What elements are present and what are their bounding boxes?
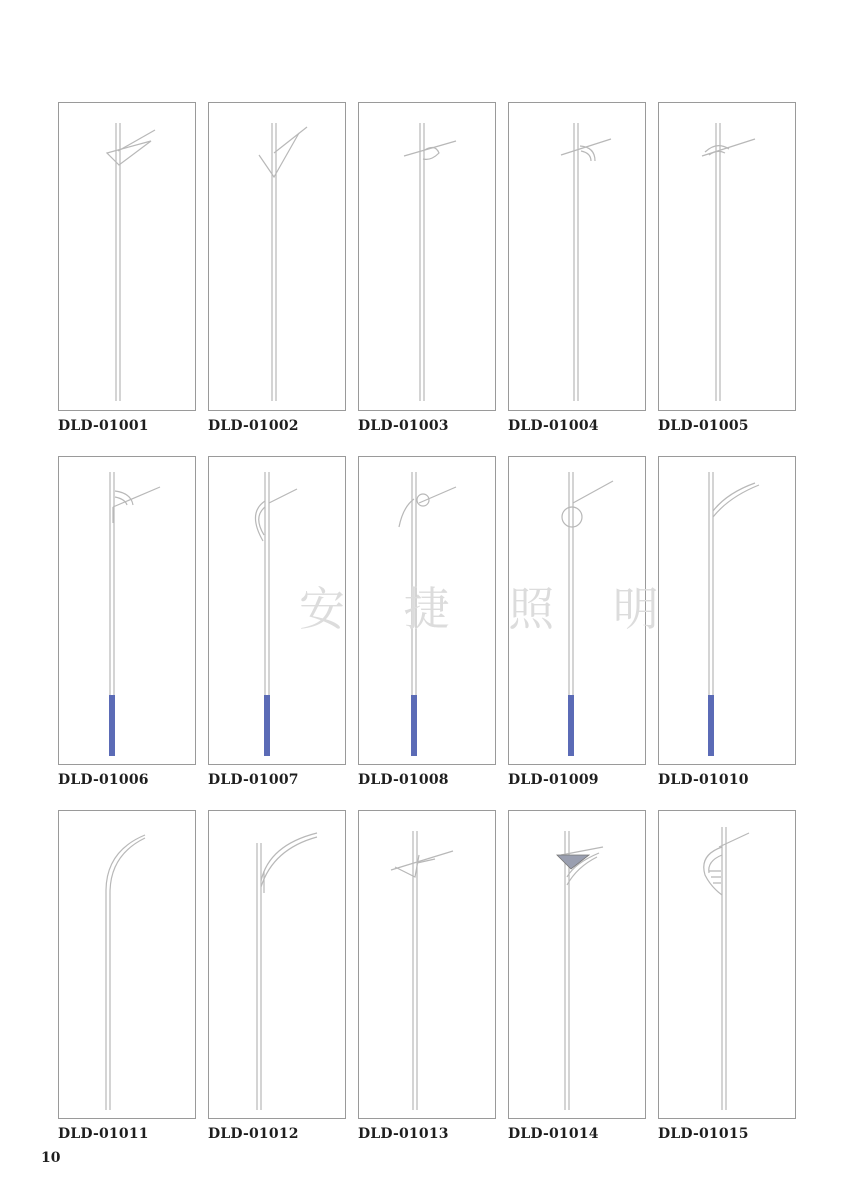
street-lamp-pole-icon: [359, 811, 495, 1118]
product-code: DLD-01005: [658, 418, 749, 434]
street-lamp-pole-icon: [59, 811, 195, 1118]
street-lamp-pole-icon: [59, 457, 195, 764]
street-lamp-pole-icon: [359, 103, 495, 410]
product-code: DLD-01011: [58, 1126, 149, 1142]
product-frame: [508, 810, 646, 1119]
product-frame: [658, 810, 796, 1119]
street-lamp-pole-icon: [209, 103, 345, 410]
product-frame: [208, 102, 346, 411]
product-frame: [658, 102, 796, 411]
product-code: DLD-01013: [358, 1126, 449, 1142]
product-card[interactable]: [208, 102, 346, 456]
product-card[interactable]: [508, 810, 646, 1164]
product-card[interactable]: [58, 456, 196, 810]
street-lamp-pole-icon: [509, 811, 645, 1118]
watermark: 安 捷 照 明: [299, 582, 681, 636]
product-frame: [358, 810, 496, 1119]
product-card[interactable]: [58, 102, 196, 456]
product-code: DLD-01006: [58, 772, 149, 788]
street-lamp-pole-icon: [209, 811, 345, 1118]
product-code: DLD-01001: [58, 418, 149, 434]
street-lamp-pole-icon: [509, 103, 645, 410]
product-code: DLD-01015: [658, 1126, 749, 1142]
lamp-head: [557, 855, 589, 869]
page-number: 10: [41, 1150, 61, 1166]
product-frame: [508, 102, 646, 411]
product-code: DLD-01004: [508, 418, 599, 434]
street-lamp-pole-icon: [59, 103, 195, 410]
product-code: DLD-01002: [208, 418, 299, 434]
pole-base: [109, 695, 115, 756]
product-code: DLD-01012: [208, 1126, 299, 1142]
product-card[interactable]: [658, 810, 796, 1164]
product-code: DLD-01010: [658, 772, 749, 788]
product-card[interactable]: [58, 810, 196, 1164]
product-frame: [58, 810, 196, 1119]
product-frame: [358, 102, 496, 411]
pole-base: [708, 695, 714, 756]
product-code: DLD-01014: [508, 1126, 599, 1142]
product-code: DLD-01009: [508, 772, 599, 788]
product-code: DLD-01003: [358, 418, 449, 434]
product-card[interactable]: [358, 810, 496, 1164]
product-card[interactable]: [208, 810, 346, 1164]
product-code: DLD-01007: [208, 772, 299, 788]
pole-base: [568, 695, 574, 756]
product-card[interactable]: [508, 102, 646, 456]
product-card[interactable]: [658, 102, 796, 456]
product-frame: [58, 456, 196, 765]
pole-base: [411, 695, 417, 756]
pole-base: [264, 695, 270, 756]
product-card[interactable]: [358, 102, 496, 456]
product-code: DLD-01008: [358, 772, 449, 788]
street-lamp-pole-icon: [659, 811, 795, 1118]
product-frame: [58, 102, 196, 411]
product-frame: [208, 810, 346, 1119]
street-lamp-pole-icon: [659, 103, 795, 410]
